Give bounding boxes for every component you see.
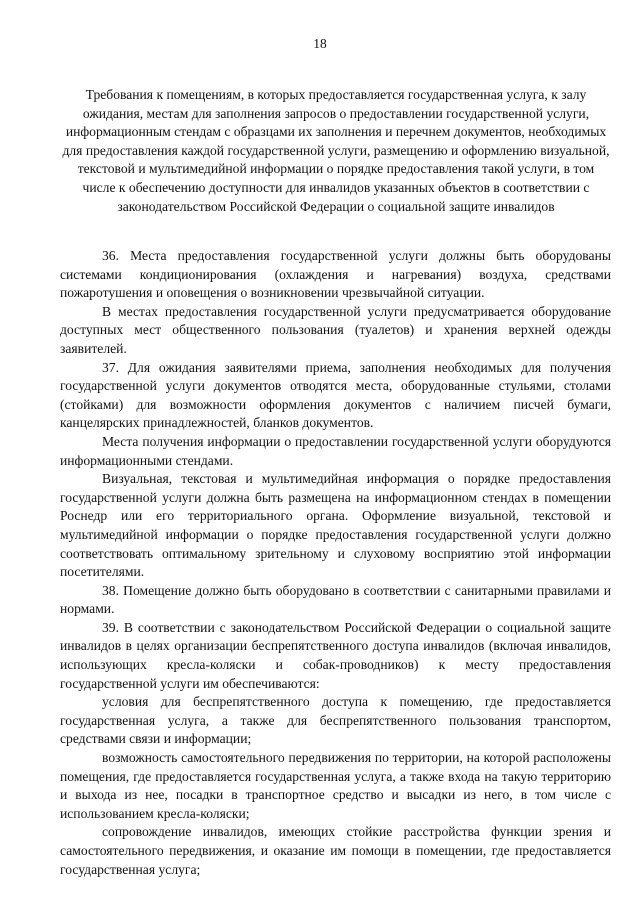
page-number: 18 [313,36,327,51]
section-heading: Требования к помещениям, в которых предоставляется государственная услуга, к залу ожидания, местам для заполнения запросов о предоставлении государственной услуги, информационным стендам с образцами их заполнения и перечнем документов, необходимых для предоставления каждой государственной услуги, размещению и оформлению визуальной, текстовой и мультимедийной информации о порядке предоставления такой услуги, в том числе к обеспечению доступности для инвалидов указанных объектов в соответствии с законодательством Российской Федерации о социальной защите инвалидов [62,87,610,214]
paragraph-38: 38. Помещение должно быть оборудовано в соответствии с санитарными правилами и нормами. [60,582,611,617]
paragraph-39-movement: возможность самостоятельного передвижения по территории, на которой расположены помещения, где предоставляется государственная услуга, а также входа на такую территорию и выхода из нее, посадки в транспортное средство и высадки из него, в том числе с использованием кресла-коляски; [60,750,611,821]
paragraph-36-toilets: В местах предоставления государственной услуги предусматривается оборудование доступных мест общественного пользования (туалетов) и хранения верхней одежды заявителей. [60,303,611,356]
body-text [60,247,611,879]
paragraph-39-escort: сопровождение инвалидов, имеющих стойкие расстройства функции зрения и самостоятельного передвижения, и оказание им помощи в помещении, где предоставляется государственная услуга; [60,824,611,877]
paragraph-37-info-stands: Места получения информации о предоставлении государственной услуги оборудуются информационными стендами. [60,433,611,468]
paragraph-37-visual-info: Визуальная, текстовая и мультимедийная информация о порядке предоставления государственной услуги должна быть размещена на информационном стендах в помещении Роснедр или его территориального органа. Оформление визуальной, текстовой и мультимедийной информации о порядке предоставления государственной услуги должно соответствовать оптимальному зрительному и слуховому восприятию этой информации посетителями. [60,471,611,580]
paragraph-36: 36. Места предоставления государственной услуги должны быть оборудованы системами кондиционирования (охлаждения и нагревания) воздуха, средствами пожаротушения и оповещения о возникновении чрезвычайной ситуации. [60,248,611,301]
paragraph-39-access-conditions: условия для беспрепятственного доступа к помещению, где предоставляется государственная услуга, а также для беспрепятственного пользования транспортом, средствами связи и информации; [60,694,611,747]
paragraph-37: 37. Для ожидания заявителями приема, заполнения необходимых для получения государственной услуги документов отводятся места, оборудованные стульями, столами (стойками) для возможности оформления документов с наличием писчей бумаги, канцелярских принадлежностей, бланков документов. [60,359,611,431]
paragraph-39: 39. В соответствии с законодательством Российской Федерации о социальной защите инвалидов в целях организации беспрепятственного доступа инвалидов (включая инвалидов, использующих кресла-коляски и собак-проводников) к месту предоставления государственной услуги им обеспечиваются: [60,619,611,691]
